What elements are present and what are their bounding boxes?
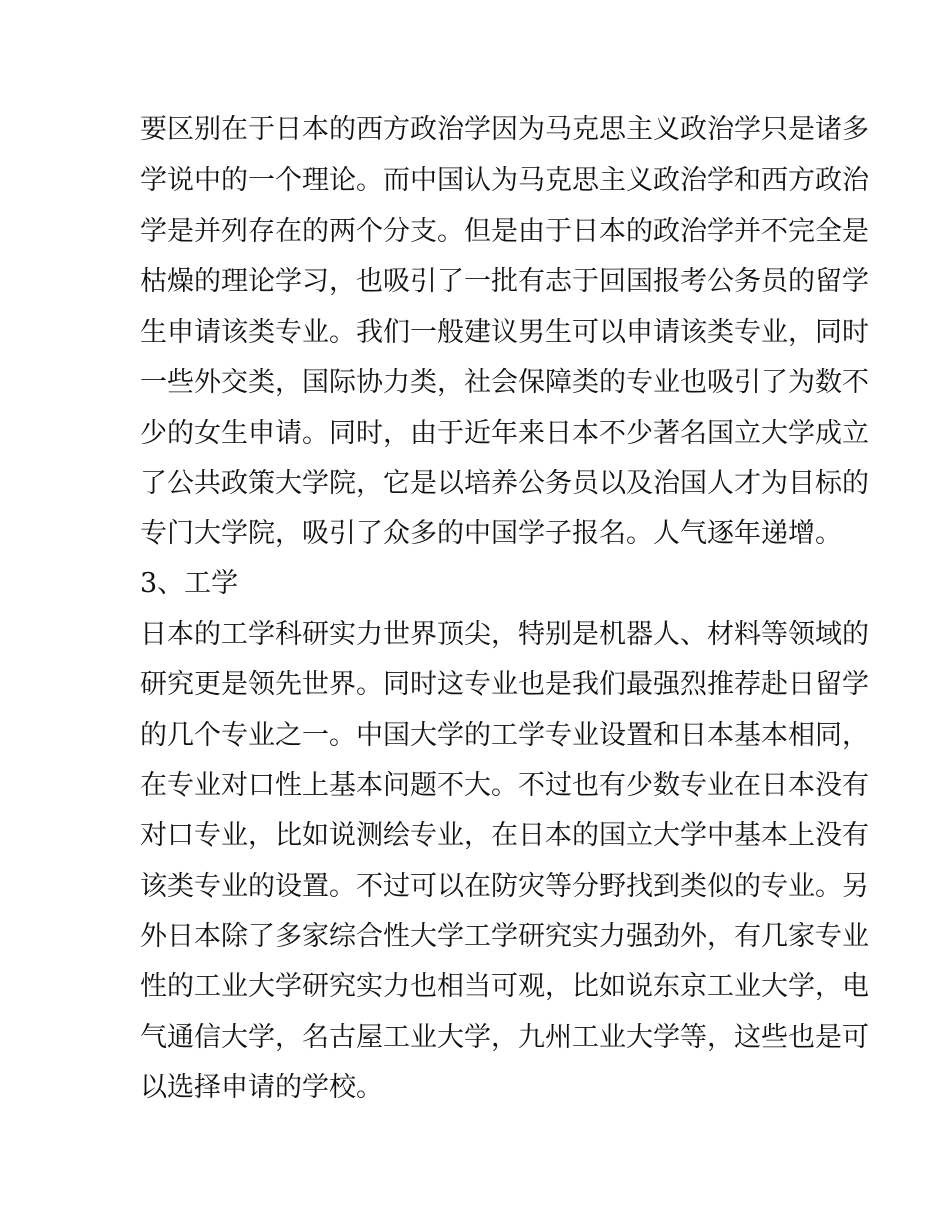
paragraph-line: 气通信大学，名古屋工业大学，九州工业大学等，这些也是可 <box>140 1022 869 1053</box>
paragraph-line: 学是并列存在的两个分支。但是由于日本的政治学并不完全是 <box>140 216 869 247</box>
paragraph-line: 了公共政策大学院，它是以培养公务员以及治国人才为目标的 <box>140 468 869 499</box>
paragraph-line: 枯燥的理论学习，也吸引了一批有志于回国报考公务员的留学 <box>140 266 869 297</box>
paragraph-line: 少的女生申请。同时，由于近年来日本不少著名国立大学成立 <box>140 418 869 449</box>
paragraph-line: 生申请该类专业。我们一般建议男生可以申请该类专业，同时 <box>140 317 869 348</box>
paragraph-line: 性的工业大学研究实力也相当可观，比如说东京工业大学，电 <box>140 971 869 1002</box>
paragraph-line: 对口专业，比如说测绘专业，在日本的国立大学中基本上没有 <box>140 820 869 851</box>
paragraph-line: 专门大学院，吸引了众多的中国学子报名。人气逐年递增。 <box>140 518 842 549</box>
paragraph-line: 以选择申请的学校。 <box>140 1072 383 1103</box>
section-heading: 3、工学 <box>140 568 239 599</box>
paragraph-line: 要区别在于日本的西方政治学因为马克思主义政治学只是诸多 <box>140 114 869 145</box>
paragraph-line: 该类专业的设置。不过可以在防灾等分野找到类似的专业。另 <box>140 871 869 902</box>
paragraph-line: 学说中的一个理论。而中国认为马克思主义政治学和西方政治 <box>140 165 869 196</box>
paragraph-line: 外日本除了多家综合性大学工学研究实力强劲外，有几家专业 <box>140 921 869 952</box>
paragraph-line: 在专业对口性上基本问题不大。不过也有少数专业在日本没有 <box>140 770 869 801</box>
paragraph-line: 的几个专业之一。中国大学的工学专业设置和日本基本相同， <box>140 720 869 751</box>
paragraph-line: 日本的工学科研实力世界顶尖，特别是机器人、材料等领域的 <box>140 619 869 650</box>
paragraph-line: 研究更是领先世界。同时这专业也是我们最强烈推荐赴日留学 <box>140 669 869 700</box>
paragraph-line: 一些外交类，国际协力类，社会保障类的专业也吸引了为数不 <box>140 367 869 398</box>
